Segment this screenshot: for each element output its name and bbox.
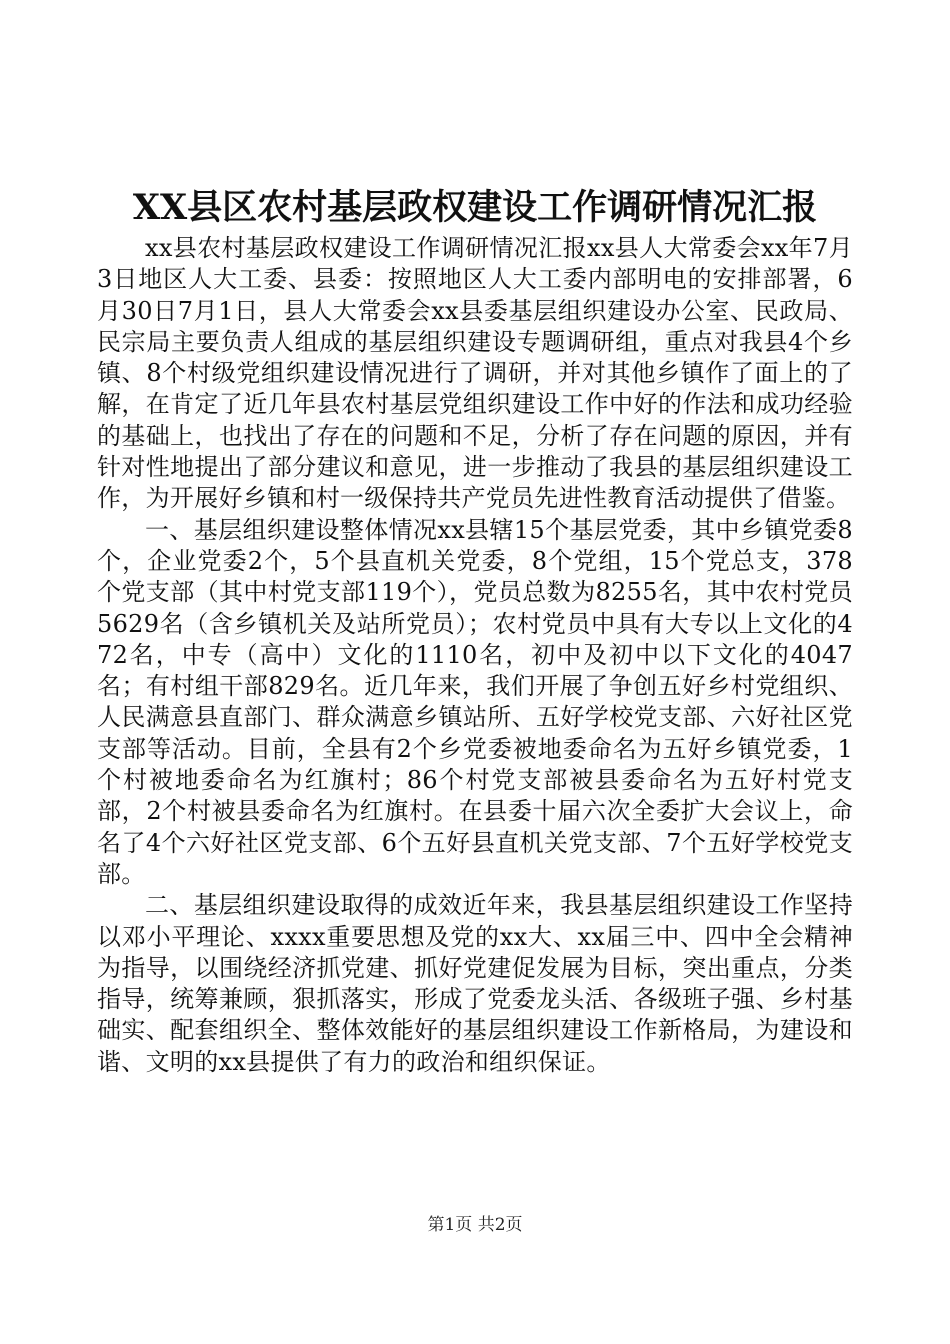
page-footer: 第1页 共2页 (427, 1215, 523, 1235)
document-title: XX县区农村基层政权建设工作调研情况汇报 (132, 187, 818, 228)
document-body (97, 233, 853, 1078)
paragraph-section-one: 一、基层组织建设整体情况xx县辖15个基层党委，其中乡镇党委8个，企业党委2个，5个县直机关党委，8个党组，15个党总支，378个党支部（其中村党支部119个），党员总数为8255名，其中农村党员5629名（含乡镇机关及站所党员）；农村党员中具有大专以上文化的472名，中专（高中）文化的1110名，初中及初中以下文化的4047名；有村组干部829名。近几年来，我们开展了争创五好乡村党组织、人民满意县直部门、群众满意乡镇站所、五好学校党支部、六好社区党支部等活动。目前，全县有2个乡党委被地委命名为五好乡镇党委，1个村被地委命名为红旗村；86个村党支部被县委命名为五好村党支部，2个村被县委命名为红旗村。在县委十届六次全委扩大会议上，命名了4个六好社区党支部、6个五好县直机关党支部、7个五好学校党支部。 (97, 515, 853, 888)
paragraph-section-two: 二、基层组织建设取得的成效近年来，我县基层组织建设工作坚持以邓小平理论、xxxx重要思想及党的xx大、xx届三中、四中全会精神为指导，以围绕经济抓党建、抓好党建促发展为目标，突出重点，分类指导，统筹兼顾，狠抓落实，形成了党委龙头活、各级班子强、乡村基础实、配套组织全、整体效能好的基层组织建设工作新格局，为建设和谐、文明的xx县提供了有力的政治和组织保证。 (97, 891, 853, 1076)
paragraph-intro: xx县农村基层政权建设工作调研情况汇报xx县人大常委会xx年7月3日地区人大工委、县委：按照地区人大工委内部明电的安排部署，6月30日7月1日，县人大常委会xx县委基层组织建设办公室、民政局、民宗局主要负责人组成的基层组织建设专题调研组，重点对我县4个乡镇、8个村级党组织建设情况进行了调研，并对其他乡镇作了面上的了解，在肯定了近几年县农村基层党组织建设工作中好的作法和成功经验的基础上，也找出了存在的问题和不足，分析了存在问题的原因，并有针对性地提出了部分建议和意见，进一步推动了我县的基层组织建设工作，为开展好乡镇和村一级保持共产党员先进性教育活动提供了借鉴。 (97, 234, 853, 513)
